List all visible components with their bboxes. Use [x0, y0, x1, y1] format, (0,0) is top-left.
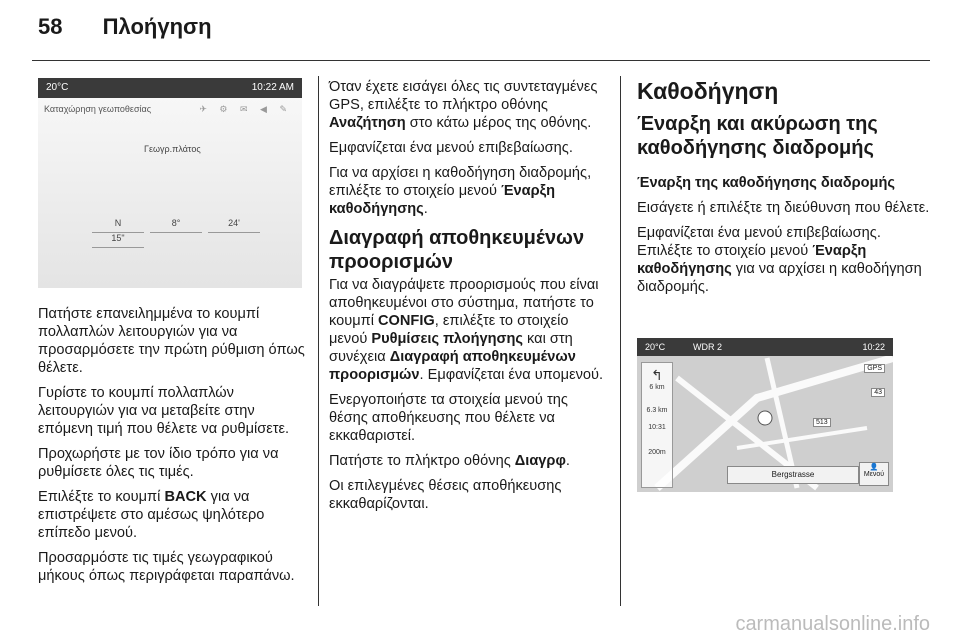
- coord-direction: N: [92, 218, 144, 233]
- navigation-map-screenshot: [637, 338, 893, 492]
- status-bar: [637, 338, 893, 356]
- paragraph: Προσαρμόστε τις τιμές γεωγραφικού μήκους όπως περιγράφεται παραπάνω.: [38, 550, 295, 584]
- coord-minutes: 24': [208, 218, 260, 233]
- status-icons: ✈ ⚙ ✉ ◀ ✎: [199, 104, 292, 114]
- menu-button[interactable]: [859, 462, 889, 486]
- latitude-label: Γεωγρ.πλάτος: [144, 144, 201, 154]
- paragraph: Πατήστε το πλήκτρο οθόνης Διαγρφ.: [329, 453, 570, 469]
- temperature: 20°C: [645, 342, 666, 352]
- clock: 10:22 AM: [251, 82, 294, 93]
- coordinate-entry-screenshot: [38, 78, 302, 288]
- temperature: 20°C: [46, 82, 69, 93]
- page-number: 58: [38, 14, 63, 39]
- gps-indicator: GPS: [864, 364, 885, 373]
- page-title: Πλοήγηση: [102, 14, 212, 39]
- distance-to-turn: 6 km: [649, 384, 665, 391]
- paragraph: Πατήστε επανειλημμένα το κουμπί πολλαπλών λειτουργιών για να προσαρμόσετε την πρώτη ρύθμιση όπως θέλετε.: [38, 306, 305, 376]
- paragraph: Ενεργοποιήστε τα στοιχεία μενού της θέσης αποθήκευσης που θέλετε να εκκαθαριστεί.: [329, 392, 568, 444]
- section-heading: Έναρξη και ακύρωση της καθοδήγησης διαδρομής: [637, 113, 878, 159]
- back-key-label: BACK: [164, 489, 207, 505]
- route-info-panel: [641, 362, 673, 488]
- radio-station: WDR 2: [693, 342, 722, 352]
- column-3: [637, 78, 933, 303]
- paragraph: Για να αρχίσει η καθοδήγηση διαδρομής, επιλέξτε το στοιχείο μενού Έναρξη καθοδήγησης.: [329, 165, 592, 217]
- paragraph: Οι επιλεγμένες θέσεις αποθήκευσης εκκαθαρίζονται.: [329, 478, 562, 512]
- paragraph: Προχωρήστε με τον ίδιο τρόπο για να ρυθμίσετε όλες τις τιμές.: [38, 446, 279, 480]
- road-number-badge: 513: [813, 418, 831, 427]
- arrival-time: 10:31: [648, 424, 666, 431]
- coordinate-values: [92, 218, 302, 248]
- subsection-heading: Έναρξη της καθοδήγησης διαδρομής: [637, 175, 895, 191]
- person-icon: 👤: [869, 464, 879, 471]
- clock: 10:22: [862, 342, 885, 352]
- paragraph: Εμφανίζεται ένα μενού επιβεβαίωσης. Επιλέξτε το στοιχείο μενού Έναρξη καθοδήγησης για να αρχίσει η καθοδήγηση διαδρομής.: [637, 225, 922, 295]
- header-divider: [32, 60, 930, 61]
- column-1: [38, 305, 306, 592]
- screen-panel: [38, 98, 302, 288]
- menu-button-label: Μενού: [863, 471, 885, 478]
- paragraph: Εμφανίζεται ένα μενού επιβεβαίωσης.: [329, 140, 573, 156]
- turn-arrow-icon: ↰: [651, 367, 663, 383]
- road-number-badge-2: 43: [871, 388, 885, 397]
- paragraph: Επιλέξτε το κουμπί BACK για να επιστρέψετε στο αμέσως ψηλότερο επίπεδο μενού.: [38, 489, 265, 541]
- distance-remaining: 6.3 km: [646, 407, 668, 414]
- screen-subtitle: Καταχώρηση γεωποθεσίας: [44, 104, 152, 114]
- section-heading: Διαγραφή αποθηκευμένων προορισμών: [329, 227, 585, 273]
- status-bar: [38, 78, 302, 98]
- page-header: [38, 14, 212, 40]
- watermark: carmanualsonline.info: [735, 613, 930, 635]
- coord-degrees: 8°: [150, 218, 202, 233]
- paragraph: Όταν έχετε εισάγει όλες τις συντεταγμένες GPS, επιλέξτε το πλήκτρο οθόνης Αναζήτηση στο κάτω μέρος της οθόνης.: [329, 79, 598, 131]
- column-2: [329, 78, 605, 520]
- paragraph: Εισάγετε ή επιλέξτε τη διεύθυνση που θέλετε.: [637, 200, 930, 216]
- short-distance: 200m: [648, 449, 666, 456]
- column-divider-1: [318, 76, 319, 606]
- column-divider-2: [620, 76, 621, 606]
- coord-seconds: 15": [92, 233, 144, 248]
- current-street: Bergstrasse: [727, 466, 859, 484]
- chapter-heading: Καθοδήγηση: [637, 78, 779, 104]
- paragraph: Για να διαγράψετε προορισμούς που είναι αποθηκευμένοι στο σύστημα, πατήστε το κουμπί CONFIG, επιλέξτε το στοιχείο μενού Ρυθμίσεις πλοήγησης και στη συνέχεια Διαγραφή αποθηκευμένων προορισμών. Εμφανίζεται ένα υπομενού.: [329, 277, 604, 383]
- paragraph: Γυρίστε το κουμπί πολλαπλών λειτουργιών για να μεταβείτε στην επόμενη τιμή που θέλετε να ρυθμίσετε.: [38, 385, 290, 437]
